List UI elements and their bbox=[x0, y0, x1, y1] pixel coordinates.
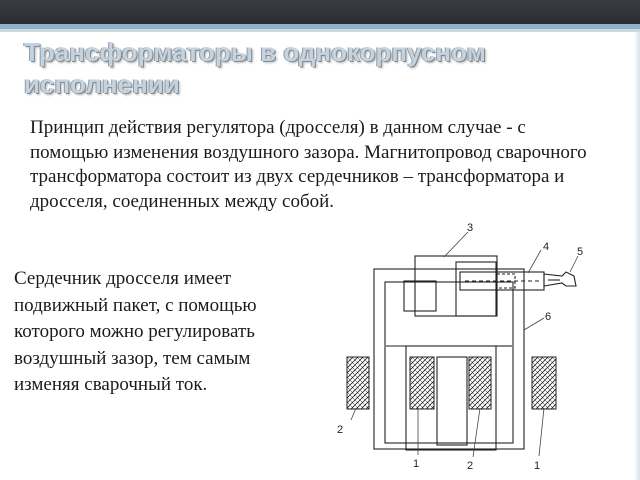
paragraph-choke: Сердечник дросселя имеет подвижный пакет, с помощью которого можно регулировать воздушный зазор, тем самым изменяя сварочный ток. bbox=[14, 268, 257, 395]
paragraph-principle: Принцип действия регулятора (дросселя) в данном случае - с помощью изменения воздушного зазора. Магнитопровод сварочного трансформатора состоит из двух сердечников – трансформатора и дросселя, соединенных между собой. bbox=[30, 117, 587, 212]
coil-primary-left bbox=[410, 357, 434, 409]
coil-secondary-mid bbox=[469, 357, 491, 409]
label-4: 4 bbox=[543, 241, 550, 253]
coil-secondary-left bbox=[347, 357, 369, 409]
label-6: 6 bbox=[545, 311, 552, 323]
label-2-left: 2 bbox=[337, 424, 344, 436]
label-3: 3 bbox=[467, 222, 474, 234]
label-2-mid: 2 bbox=[467, 460, 474, 472]
slide-title: Трансформаторы в однокорпусном исполнении bbox=[24, 37, 486, 99]
label-1-right: 1 bbox=[534, 460, 541, 472]
label-1-left: 1 bbox=[413, 458, 420, 470]
label-5: 5 bbox=[577, 246, 584, 258]
coil-primary-right bbox=[532, 357, 556, 409]
diagram-background bbox=[312, 218, 618, 476]
